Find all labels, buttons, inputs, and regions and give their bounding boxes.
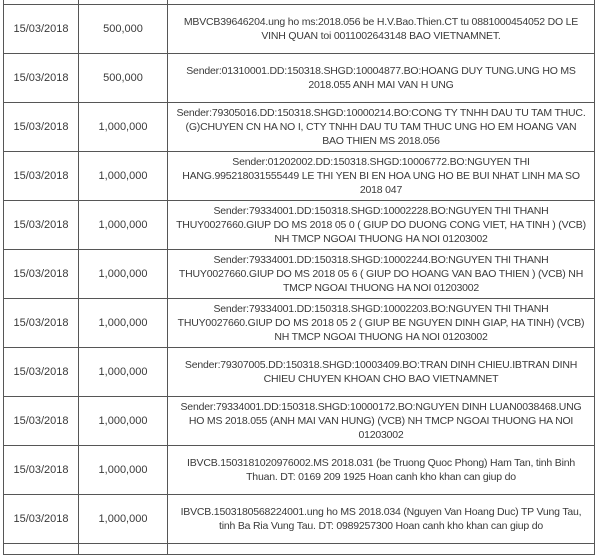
date-cell: 15/03/2018 [4,5,79,54]
table-row [4,201,595,250]
amount-cell: 1,000,000 [79,495,168,544]
date-cell: 15/03/2018 [4,152,79,201]
table-row [4,54,595,103]
table-row [4,152,595,201]
date-cell: 15/03/2018 [4,103,79,152]
empty-cell [79,544,168,555]
table-row [4,103,595,152]
empty-cell [4,544,79,555]
table-row [4,397,595,446]
transaction-table-container [3,0,595,555]
description-cell: MBVCB39646204.ung ho ms:2018.056 be H.V.Bao.Thien.CT tu 0881000454052 DO LE VINH QUAN toi 0011002643148 BAO VIETNAMNET. [168,5,595,54]
date-cell: 15/03/2018 [4,299,79,348]
amount-cell: 1,000,000 [79,103,168,152]
table-body [4,0,595,555]
date-cell: 15/03/2018 [4,54,79,103]
table-row [4,5,595,54]
description-cell: Sender:01310001.DD:150318.SHGD:10004877.BO:HOANG DUY TUNG.UNG HO MS 2018.055 ANH MAI VAN H UNG [168,54,595,103]
amount-cell: 1,000,000 [79,397,168,446]
transaction-table [3,0,595,555]
amount-cell: 1,000,000 [79,446,168,495]
description-cell: IBVCB.1503180568224001.ung ho MS 2018.034 (Nguyen Van Hoang Duc) TP Vung Tau, tinh Ba Ria Vung Tau. DT: 0989257300 Hoan canh kho khan can giup do [168,495,595,544]
date-cell: 15/03/2018 [4,250,79,299]
table-row [4,348,595,397]
amount-cell: 1,000,000 [79,152,168,201]
table-row [4,446,595,495]
description-cell: Sender:79334001.DD:150318.SHGD:10002203.BO:NGUYEN THI THANH THUY0027660.GIUP DO MS 2018 05 2 ( GIUP BE NGUYEN DINH GIAP, HA TINH) (VCB) NH TMCP NGOAI THUONG HA NOI 01203002 [168,299,595,348]
description-cell: Sender:79334001.DD:150318.SHGD:10000172.BO:NGUYEN DINH LUAN0038468.UNG HO MS 2018.055 (ANH MAI VAN HUNG) (VCB) NH TMCP NGOAI THUONG HA NOI 01203002 [168,397,595,446]
description-cell: IBVCB.1503181020976002.MS 2018.031 (be Truong Quoc Phong) Ham Tan, tinh Binh Thuan. DT: 0169 209 1925 Hoan canh kho khan can giup do [168,446,595,495]
amount-cell: 500,000 [79,54,168,103]
date-cell: 15/03/2018 [4,201,79,250]
date-cell: 15/03/2018 [4,397,79,446]
date-cell: 15/03/2018 [4,348,79,397]
description-cell: Sender:79334001.DD:150318.SHGD:10002228.BO:NGUYEN THI THANH THUY0027660.GIUP DO MS 2018 05 0 ( GIUP DO DUONG CONG VIET, HA TINH ) (VCB) NH TMCP NGOAI THUONG HA NOI 01203002 [168,201,595,250]
table-row [4,250,595,299]
description-cell: Sender:79307005.DD:150318.SHGD:10003409.BO:TRAN DINH CHIEU.IBTRAN DINH CHIEU CHUYEN KHOAN CHO BAO VIETNAMNET [168,348,595,397]
partial-row-bottom [4,544,595,555]
amount-cell: 1,000,000 [79,299,168,348]
table-row [4,299,595,348]
amount-cell: 1,000,000 [79,201,168,250]
description-cell: Sender:01202002.DD:150318.SHGD:10006772.BO:NGUYEN THI HANG.995218031555449 LE THI YEN BI EN HOA UNG HO BE BUI NHAT LINH MA SO 2018 047 [168,152,595,201]
amount-cell: 1,000,000 [79,348,168,397]
amount-cell: 1,000,000 [79,250,168,299]
amount-cell: 500,000 [79,5,168,54]
description-cell: Sender:79305016.DD:150318.SHGD:10000214.BO:CONG TY TNHH DAU TU TAM THUC.(G)CHUYEN CN HA NO I, CTY TNHH DAU TU TAM THUC UNG HO EM HOANG VAN BAO THIEN MS 2018.056 [168,103,595,152]
empty-cell [168,544,595,555]
date-cell: 15/03/2018 [4,446,79,495]
description-cell: Sender:79334001.DD:150318.SHGD:10002244.BO:NGUYEN THI THANH THUY0027660.GIUP DO MS 2018 05 6 ( GIUP DO HOANG VAN BAO THIEN ) (VCB) NH TMCP NGOAI THUONG HA NOI 01203002 [168,250,595,299]
date-cell: 15/03/2018 [4,495,79,544]
table-row [4,495,595,544]
